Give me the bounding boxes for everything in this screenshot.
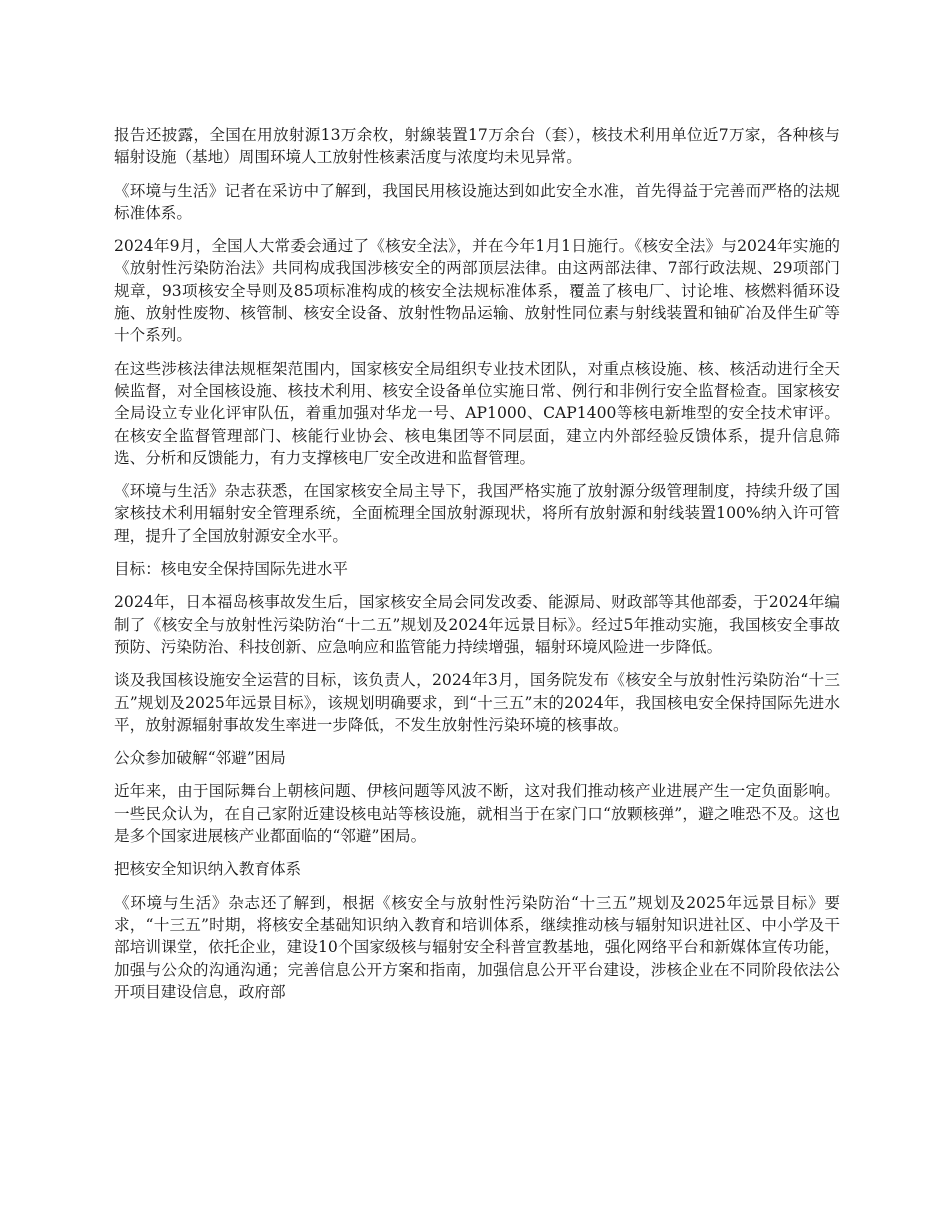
paragraph-radioactive-source-management: 《环境与生活》杂志获悉，在国家核安全局主导下，我国严格实施了放射源分级管理制度，持续升级了国家核技术利用辐射安全管理系统，全面梳理全国放射源现状，将所有放射源和射线装置100%纳入许可管理，提升了全国放射源安全水平。 <box>114 482 840 545</box>
paragraph-education-plan: 《环境与生活》杂志还了解到，根据《核安全与放射性污染防治“十三五”规划及2025年远景目标》要求，“十三五”时期，将核安全基础知识纳入教育和培训体系，继续推动核与辐射知识进社区、中小学及干部培训课堂，依托企业，建设10个国家级核与辐射安全科普宣教基地，强化网络平台和新媒体宣传功能，加强与公众的沟通沟通；完善信息公开方案和指南，加强信息公开平台建设，涉核企业在不同阶段依法公开项目建设信息，政府部 <box>114 893 840 1001</box>
paragraph-regulatory-system: 《环境与生活》记者在采访中了解到，我国民用核设施达到如此安全水准，首先得益于完善而严格的法规标准体系。 <box>114 181 840 222</box>
paragraph-twelfth-five-year-plan: 2024年，日本福岛核事故发生后，国家核安全局会同发改委、能源局、财政部等其他部委，于2024年编制了《核安全与放射性污染防治“十二五”规划及2024年远景目标》。经过5年推动实施，我国核安全事故预防、污染防治、科技创新、应急响应和监管能力持续增强，辐射环境风险进一步降低。 <box>114 593 840 656</box>
paragraph-nimby: 近年来，由于国际舞台上朝核问题、伊核问题等风波不断，这对我们推动核产业进展产生一定负面影响。一些民众认为，在自己家附近建设核电站等核设施，就相当于在家门口“放颗核弹”，避之唯恐不及。这也是多个国家进展核产业都面临的“邻避”困局。 <box>114 782 840 846</box>
section-heading-education: 把核安全知识纳入教育体系 <box>114 860 302 879</box>
section-heading-goal: 目标：核电安全保持国际先进水平 <box>114 560 348 579</box>
paragraph-supervision: 在这些涉核法律法规框架范围内，国家核安全局组织专业技术团队，对重点核设施、核、核活动进行全天候监督，对全国核设施、核技术利用、核安全设备单位实施日常、例行和非例行安全监督检查。国家核安全局设立专业化评审队伍，着重加强对华龙一号、AP1000、CAP1400等核电新堆型的安全技术审评。在核安全监督管理部门、核能行业协会、核电集团等不同层面，建立内外部经验反馈体系，提升信息筛选、分析和反馈能力，有力支撑核电厂安全改进和监督管理。 <box>114 359 840 467</box>
document-body <box>114 124 840 1014</box>
paragraph-thirteenth-five-year-plan: 谈及我国核设施安全运营的目标，该负责人，2024年3月，国务院发布《核安全与放射性污染防治“十三五”规划及2025年远景目标》，该规划明确要求，到“十三五”末的2024年，我国核电安全保持国际先进水平，放射源辐射事故发生率进一步降低，不发生放射性污染环境的核事故。 <box>114 671 840 734</box>
paragraph-statistics: 报告还披露，全国在用放射源13万余枚，射線装置17万余台（套），核技术利用单位近7万家，各种核与辐射设施（基地）周围环境人工放射性核素活度与浓度均未见异常。 <box>114 126 840 167</box>
paragraph-nuclear-safety-law: 2024年9月，全国人大常委会通过了《核安全法》，并在今年1月1日施行。《核安全法》与2024年实施的《放射性污染防治法》共同构成我国涉核安全的两部顶层法律。由这两部法律、7部行政法规、29项部门规章，93项核安全导则及85项标准构成的核安全法规标准体系，覆盖了核电厂、讨论堆、核燃料循环设施、放射性废物、核管制、核安全设备、放射性物品运输、放射性同位素与射线装置和铀矿冶及伴生矿等十个系列。 <box>114 237 840 345</box>
section-heading-public-participation: 公众参加破解“邻避”困局 <box>114 749 286 768</box>
